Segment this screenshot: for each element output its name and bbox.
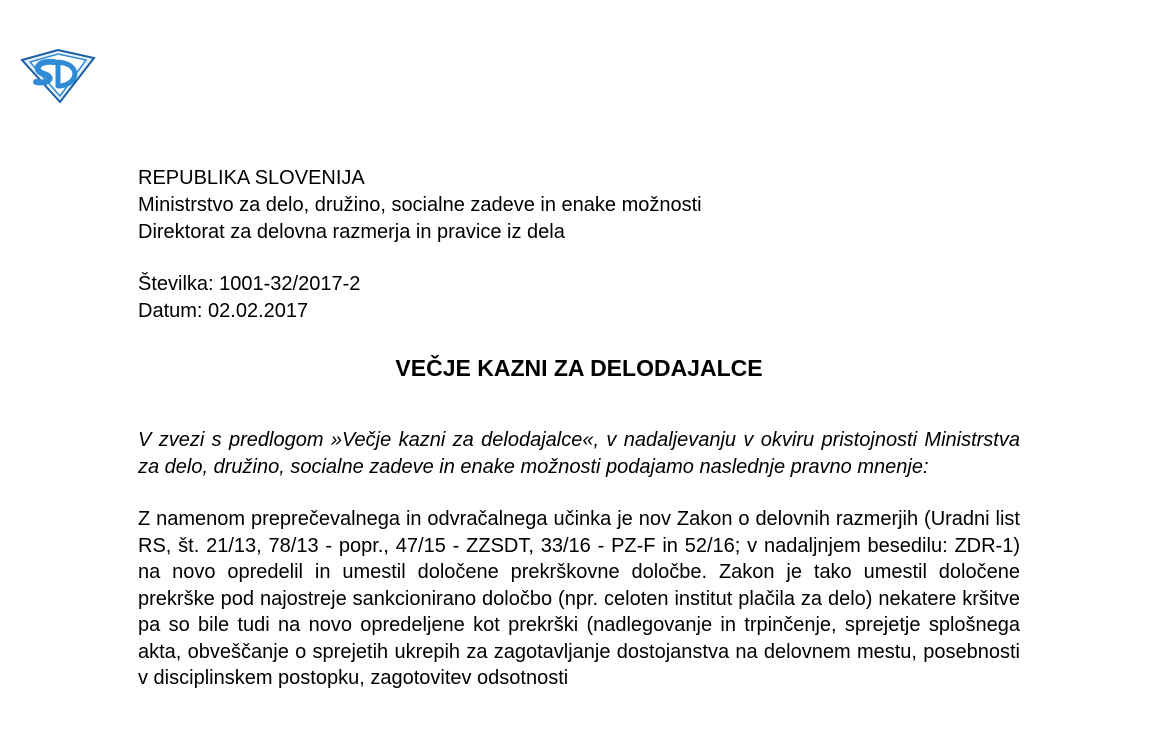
sd-shield-logo-icon (20, 46, 96, 104)
body-paragraph: Z namenom preprečevalnega in odvračalnega učinka je nov Zakon o delovnih razmerjih (Uradni list RS, št. 21/13, 78/13 - popr., 47/15 - ZZSDT, 33/16 - PZ-F in 52/16; v nadaljnjem besedilu: ZDR-1) na novo opredelil in umestil določene prekrškovne določbe. Zakon je tako umestil določene prekrške pod najostreje sankcionirano določbo (npr. celoten institut plačila za delo) nekatere kršitve pa so bile tudi na novo opredeljene kot prekrški (nadlegovanje in trpinčenje, sprejetje splošnega akta, obveščanje o sprejetih ukrepih za zagotavljanje dostojanstva na delovnem mestu, posebnosti v disciplinskem postopku, zagotovitev odsotnosti (138, 508, 1020, 689)
intro-paragraph: V zvezi s predlogom »Večje kazni za delodajalce«, v nadaljevanju v okviru pristojnosti Ministrstva za delo, družino, socialne zadeve in enake možnosti podajamo naslednje pravno mnenje: (138, 429, 1020, 478)
header-ministry: Ministrstvo za delo, družino, socialne zadeve in enake možnosti (138, 194, 702, 216)
header-directorate: Direktorat za delovna razmerja in pravice iz dela (138, 221, 565, 243)
document-date: Datum: 02.02.2017 (138, 300, 309, 322)
header-country: REPUBLIKA SLOVENIJA (138, 167, 365, 189)
document-content (138, 165, 1020, 692)
document-number: Številka: 1001-32/2017-2 (138, 273, 361, 295)
document-title: VEČJE KAZNI ZA DELODAJALCE (395, 355, 763, 381)
